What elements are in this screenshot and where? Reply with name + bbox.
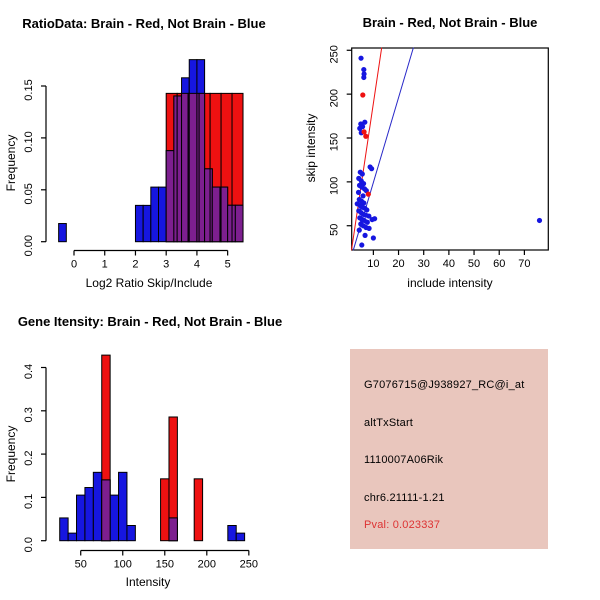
svg-text:250: 250 — [328, 45, 341, 64]
gene-histogram-title: Gene Itensity: Brain - Red, Not Brain - Blue — [17, 314, 283, 329]
svg-text:150: 150 — [328, 132, 341, 152]
svg-text:0.00: 0.00 — [23, 234, 35, 257]
svg-text:0.4: 0.4 — [23, 363, 35, 380]
ratio-histogram-xlabel: Log2 Ratio Skip/Include — [85, 276, 213, 290]
ratio-histogram-title: RatioData: Brain - Red, Not Brain - Blue — [22, 16, 266, 31]
scatter-xlabel: include intensity — [407, 276, 493, 290]
svg-text:50: 50 — [328, 223, 341, 236]
gene-histogram-canvas — [0, 300, 300, 600]
svg-text:4: 4 — [193, 258, 200, 271]
svg-text:0.1: 0.1 — [23, 493, 35, 510]
gene-name-text: 1110007A06Rik — [364, 454, 444, 466]
svg-text:0: 0 — [70, 258, 78, 271]
svg-text:50: 50 — [74, 558, 87, 571]
svg-text:2: 2 — [132, 258, 139, 271]
scatter-ylabel: skip intensity — [304, 113, 318, 183]
svg-text:70: 70 — [518, 258, 531, 270]
svg-text:150: 150 — [155, 558, 174, 571]
gene-histogram-xlabel: Intensity — [125, 575, 171, 589]
chromosome-location-text: chr6.21111-1.21 — [364, 492, 445, 504]
svg-text:30: 30 — [417, 258, 430, 270]
ratio-histogram-ylabel: Frequency — [4, 134, 18, 192]
ratio-histogram-canvas — [0, 0, 300, 300]
svg-text:1: 1 — [101, 258, 108, 271]
gene-histogram-ylabel: Frequency — [4, 425, 18, 483]
svg-text:0.10: 0.10 — [23, 131, 35, 153]
svg-text:0.15: 0.15 — [23, 79, 35, 101]
svg-text:50: 50 — [467, 258, 481, 270]
probe-id-text: G7076715@J938927_RC@i_at — [364, 379, 525, 391]
svg-text:200: 200 — [328, 88, 341, 108]
svg-text:60: 60 — [493, 258, 506, 270]
pval-text: Pval: 0.023337 — [364, 519, 441, 531]
svg-text:0.2: 0.2 — [23, 450, 35, 466]
scatter-title: Brain - Red, Not Brain - Blue — [362, 15, 538, 30]
svg-text:20: 20 — [392, 258, 405, 270]
svg-text:3: 3 — [163, 258, 170, 271]
svg-text:10: 10 — [367, 258, 380, 270]
svg-text:5: 5 — [224, 258, 231, 271]
svg-text:0.3: 0.3 — [23, 407, 35, 423]
intensity-scatter-canvas — [300, 0, 600, 300]
svg-text:250: 250 — [239, 558, 259, 571]
svg-text:200: 200 — [197, 558, 216, 571]
gene-info-panel — [350, 349, 548, 549]
svg-text:100: 100 — [328, 176, 341, 196]
svg-text:0.05: 0.05 — [23, 183, 35, 205]
svg-text:40: 40 — [442, 258, 456, 270]
svg-text:0.0: 0.0 — [23, 537, 35, 553]
event-type-text: altTxStart — [364, 417, 414, 429]
svg-text:100: 100 — [113, 558, 132, 571]
